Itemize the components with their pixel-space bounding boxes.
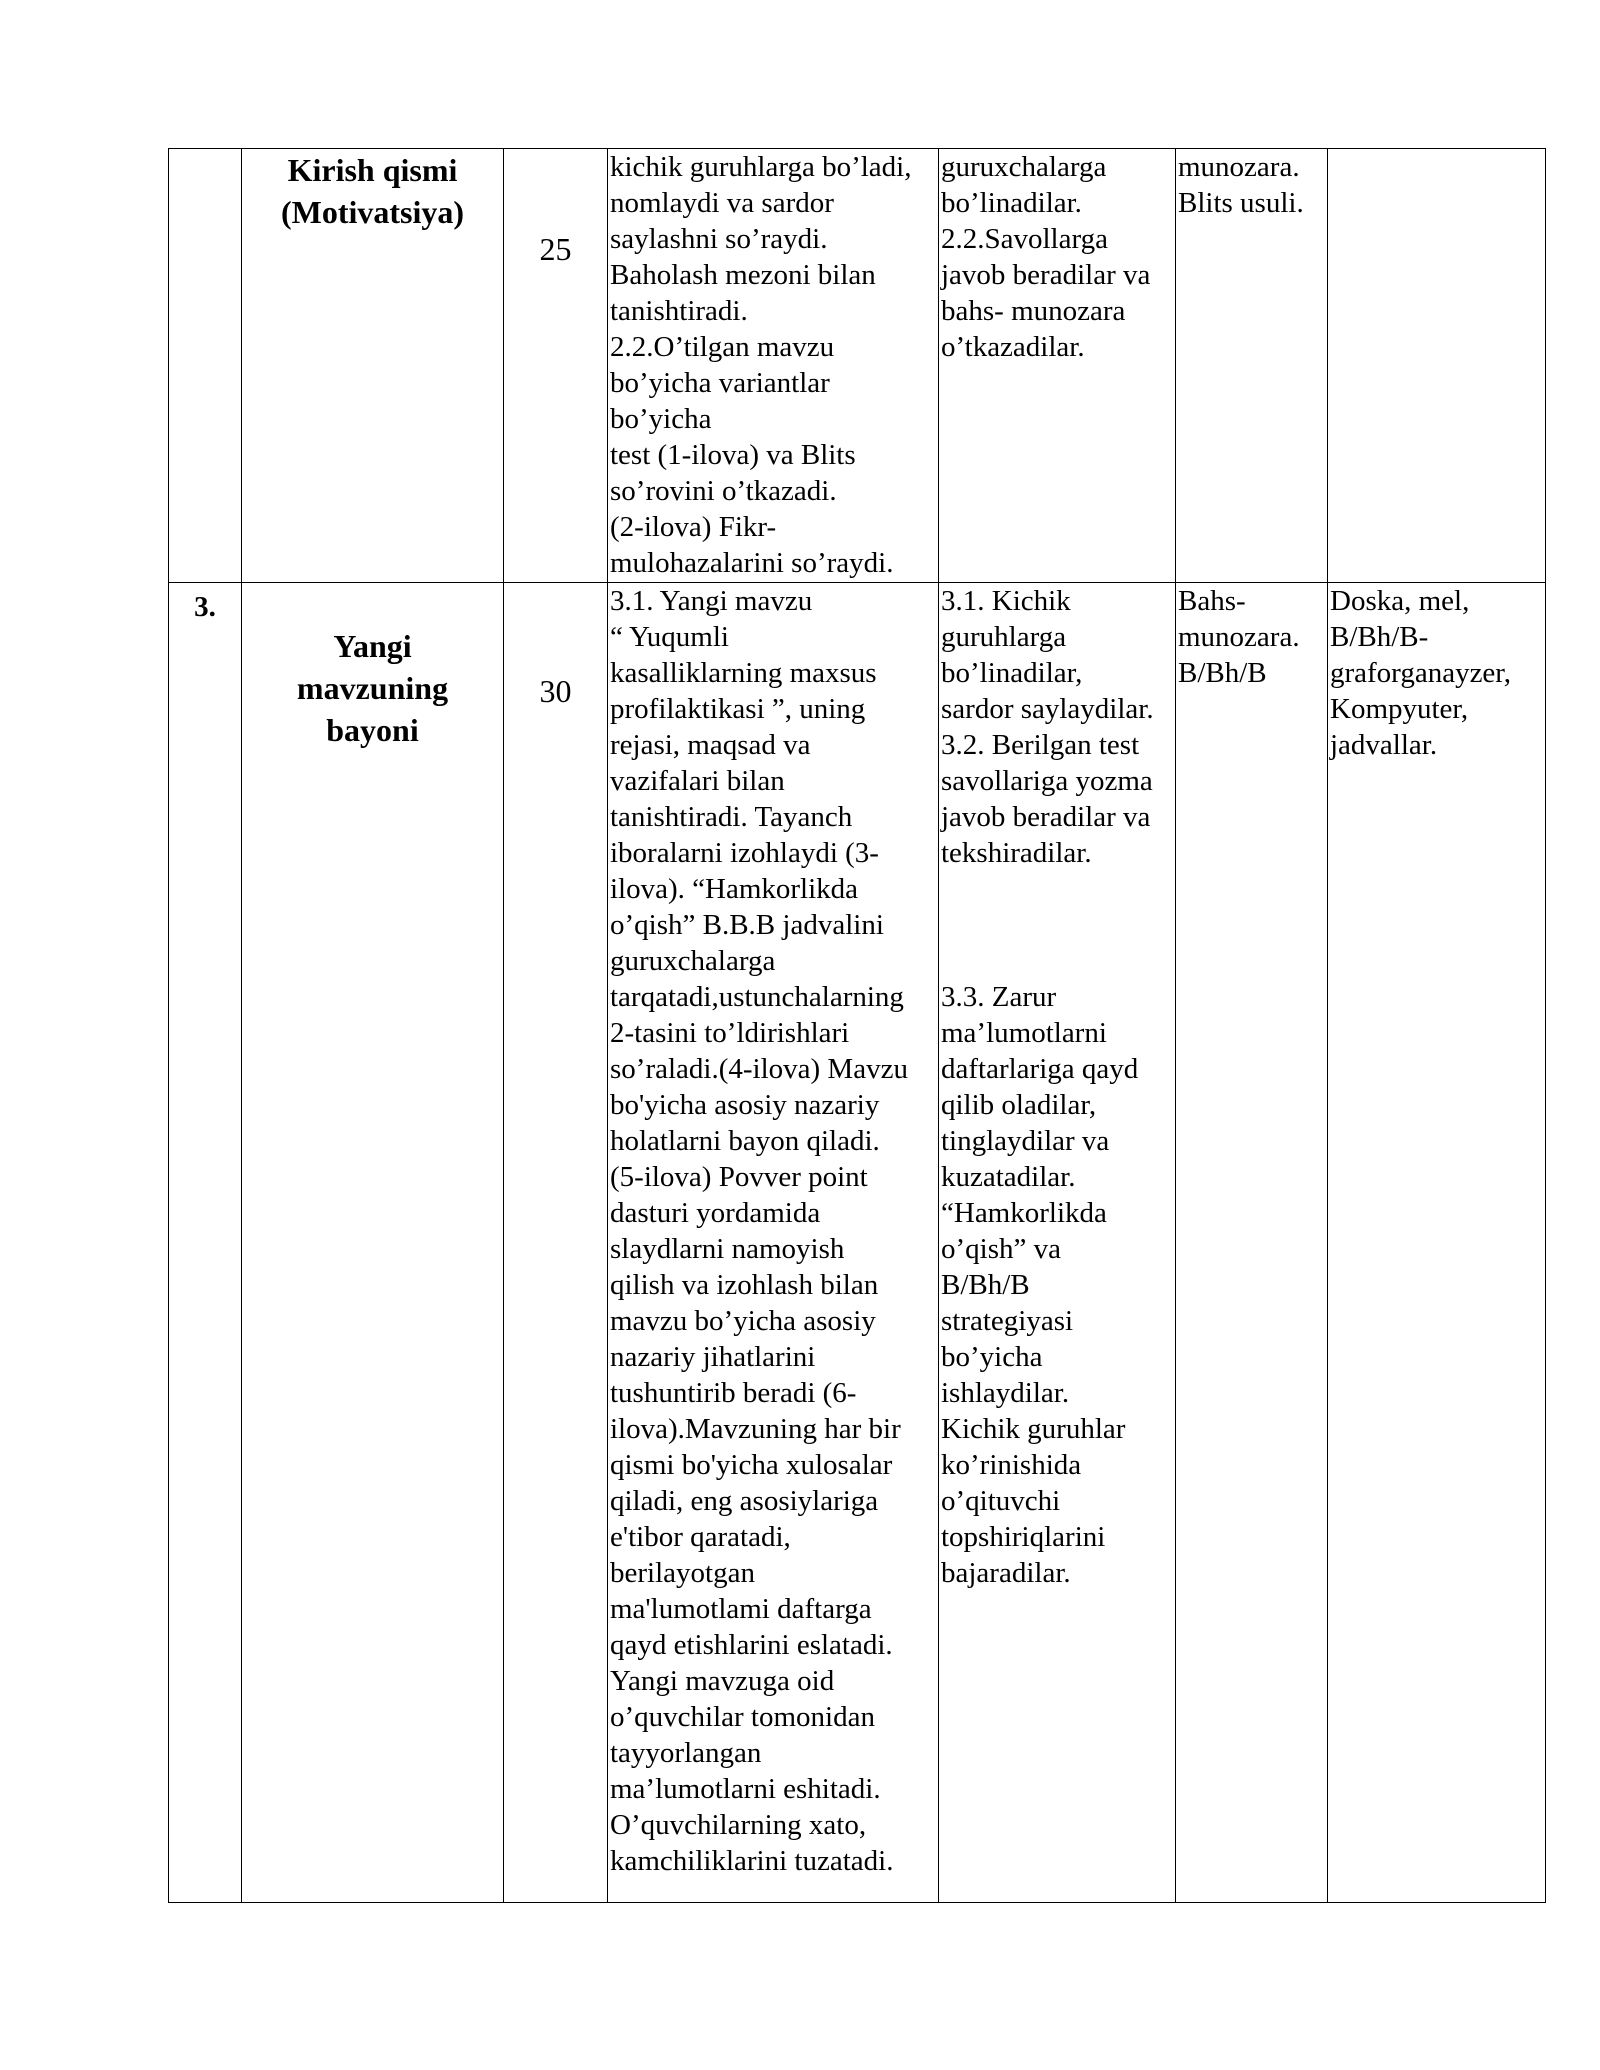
stage-cell [242,149,504,583]
text-line: Yangi [333,628,412,664]
text-line: kasalliklarning maxsus [610,657,877,689]
text-line: 3.1. Yangi mavzu [610,585,813,617]
tools-cell [1328,149,1546,583]
text-line: daftarlariga qayd [941,1053,1139,1085]
row-number: 3. [194,591,216,623]
text-line: saylashni so’raydi. [610,223,828,255]
teacher-activity-cell [608,583,939,1903]
text-line: graforganayzer, [1330,657,1512,689]
text-line: mavzu bo’yicha asosiy [610,1305,876,1337]
text-line: javob beradilar va [941,801,1151,833]
text-line: savollariga yozma [941,765,1153,797]
text-line: kamchiliklarini tuzatadi. [610,1845,894,1877]
text-line: bahs- munozara [941,295,1126,327]
text-line: ma’lumotlarni eshitadi. [610,1773,881,1805]
text-line: so’rovini o’tkazadi. [610,475,837,507]
text-line: Yangi mavzuga oid [610,1665,835,1697]
text-line: so’raladi.(4-ilova) Mavzu [610,1053,908,1085]
text-line: (5-ilova) Povver point [610,1161,868,1193]
text-line: ko’rinishida [941,1449,1082,1481]
method-text [1178,149,1325,221]
text-line: o’quvchilar tomonidan [610,1701,875,1733]
text-line: B/Bh/B- [1330,621,1429,653]
text-line: tayyorlangan [610,1737,762,1769]
teacher-activity-cell [608,149,939,583]
text-line: bayoni [326,712,419,748]
student-activity-cell [939,583,1176,1903]
text-line: “ Yuqumli [610,621,729,653]
lesson-plan-table [168,148,1546,1903]
text-line: jadvallar. [1330,729,1438,761]
text-line: 3.1. Kichik [941,585,1071,617]
text-line: bo’yicha [610,403,712,435]
teacher-activity-text [610,583,936,1879]
time-cell [504,149,608,583]
text-line: topshiriqlarini [941,1521,1106,1553]
text-line: javob beradilar va [941,259,1151,291]
time-value: 25 [539,231,572,267]
stage-name [244,149,501,233]
table-row [169,149,1546,583]
student-activity-text-2 [941,979,1173,1591]
text-line: tanishtiradi. Tayanch [610,801,853,833]
text-line: 2-tasini to’ldirishlari [610,1017,850,1049]
text-line: rejasi, maqsad va [610,729,811,761]
text-line: qilish va izohlash bilan [610,1269,879,1301]
text-line: slaydlarni namoyish [610,1233,845,1265]
text-line: qismi bo'yicha xulosalar [610,1449,893,1481]
text-line: sardor saylaydilar. [941,693,1154,725]
text-line: ilova).Mavzuning har bir [610,1413,901,1445]
text-line: O’quvchilarning xato, [610,1809,867,1841]
text-line: ma’lumotlarni [941,1017,1107,1049]
text-line: bajaradilar. [941,1557,1071,1589]
method-cell [1176,149,1328,583]
student-activity-text [941,149,1173,365]
text-line: munozara. [1178,621,1300,653]
text-line: bo’linadilar. [941,187,1082,219]
text-line: tushuntirib beradi (6- [610,1377,857,1409]
text-line: “Hamkorlikda [941,1197,1107,1229]
time-value: 30 [539,673,572,709]
text-line: qilib oladilar, [941,1089,1097,1121]
text-line: 2.2.O’tilgan mavzu [610,331,835,363]
text-line: Blits usuli. [1178,187,1304,219]
text-line: o’tkazadilar. [941,331,1085,363]
text-line: bo’linadilar, [941,657,1083,689]
text-line: guruxchalarga [610,945,776,977]
text-line: (2-ilova) Fikr- [610,511,777,543]
row-number-cell [169,583,242,1903]
text-line: o’qish” va [941,1233,1061,1265]
text-line: ishlaydilar. [941,1377,1070,1409]
student-activity-cell [939,149,1176,583]
text-line: e'tibor qaratadi, [610,1521,791,1553]
text-line: guruxchalarga [941,151,1107,183]
text-line: Bahs- [1178,585,1246,617]
text-line: tarqatadi,ustunchalarning [610,981,904,1013]
tools-text [1330,583,1543,763]
text-line: iboralarni izohlaydi (3- [610,837,879,869]
method-cell [1176,583,1328,1903]
text-line: dasturi yordamida [610,1197,821,1229]
student-activity-text-1 [941,583,1173,871]
text-line: bo’yicha [941,1341,1043,1373]
text-line: Baholash mezoni bilan [610,259,876,291]
text-line: Kichik guruhlar [941,1413,1126,1445]
table-row [169,583,1546,1903]
teacher-activity-text [610,149,936,581]
text-line: tinglaydilar va [941,1125,1110,1157]
tools-cell [1328,583,1546,1903]
text-line: guruhlarga [941,621,1067,653]
text-line: 3.3. Zarur [941,981,1057,1013]
text-line: B/Bh/B [1178,657,1267,689]
text-line: 3.2. Berilgan test [941,729,1140,761]
stage-cell [242,583,504,1903]
text-line: holatlarni bayon qiladi. [610,1125,880,1157]
text-line: (Motivatsiya) [280,194,465,230]
text-line: nomlaydi va sardor [610,187,834,219]
text-line: Kirish qismi [287,152,458,188]
spacer [941,871,1173,979]
text-line: munozara. [1178,151,1300,183]
text-line: profilaktikasi ”, uning [610,693,866,725]
text-line: B/Bh/B [941,1269,1030,1301]
text-line: nazariy jihatlarini [610,1341,816,1373]
text-line: o’qish” B.B.B jadvalini [610,909,884,941]
text-line: tanishtiradi. [610,295,748,327]
text-line: kuzatadilar. [941,1161,1076,1193]
text-line: qiladi, eng asosiylariga [610,1485,879,1517]
text-line: mavzuning [296,670,449,706]
text-line: bo'yicha asosiy nazariy [610,1089,880,1121]
text-line: strategiyasi [941,1305,1074,1337]
text-line: o’qituvchi [941,1485,1061,1517]
text-line: ma'lumotlami daftarga [610,1593,872,1625]
text-line: test (1-ilova) va Blits [610,439,856,471]
text-line: tekshiradilar. [941,837,1092,869]
text-line: Doska, mel, [1330,585,1470,617]
stage-name [244,625,501,751]
text-line: qayd etishlarini eslatadi. [610,1629,893,1661]
text-line: vazifalari bilan [610,765,785,797]
time-cell [504,583,608,1903]
text-line: ilova). “Hamkorlikda [610,873,859,905]
text-line: Kompyuter, [1330,693,1469,725]
text-line: kichik guruhlarga bo’ladi, [610,151,912,183]
text-line: mulohazalarini so’raydi. [610,547,894,579]
row-number-cell [169,149,242,583]
text-line: bo’yicha variantlar [610,367,830,399]
method-text [1178,583,1325,691]
text-line: berilayotgan [610,1557,755,1589]
text-line: 2.2.Savollarga [941,223,1108,255]
